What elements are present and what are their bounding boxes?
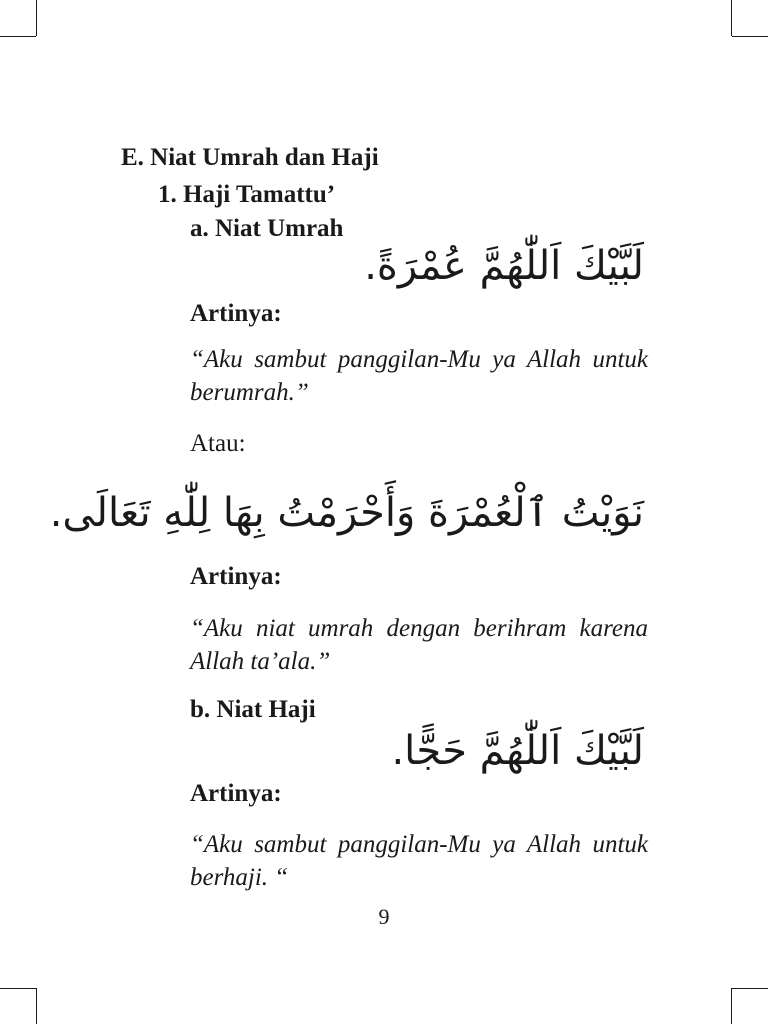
translation-haji: “Aku sambut panggilan-Mu ya Allah untuk berhaji. “ bbox=[190, 831, 648, 891]
artinya-label-3: Artinya: bbox=[190, 780, 282, 807]
artinya-label-1: Artinya: bbox=[190, 300, 282, 327]
crop-mark-bottom-left-v bbox=[36, 988, 37, 1024]
crop-mark-bottom-right-h bbox=[732, 988, 768, 989]
arabic-niat-umrah-1: لَبَّيْكَ اَللّٰهُمَّ عُمْرَةً. bbox=[364, 243, 644, 289]
translation-umrah-2: “Aku niat umrah dengan berihram karena Allah ta’ala.” bbox=[190, 615, 648, 675]
crop-mark-top-left-h bbox=[0, 36, 36, 37]
section-heading: E. Niat Umrah dan Haji bbox=[121, 144, 379, 171]
artinya-label-2: Artinya: bbox=[190, 563, 282, 590]
atau-label: Atau: bbox=[190, 430, 246, 457]
niat-haji-heading: b. Niat Haji bbox=[190, 696, 316, 723]
crop-mark-top-left-v bbox=[36, 0, 37, 36]
crop-mark-bottom-left-h bbox=[0, 988, 36, 989]
crop-mark-bottom-right-v bbox=[731, 988, 732, 1024]
page-number: 9 bbox=[378, 904, 390, 929]
crop-mark-top-right-v bbox=[731, 0, 732, 36]
crop-mark-top-right-h bbox=[732, 36, 768, 37]
translation-umrah-1: “Aku sambut panggilan-Mu ya Allah untuk berumrah.” bbox=[190, 346, 648, 406]
subsection-heading: 1. Haji Tamattu’ bbox=[158, 181, 336, 208]
niat-umrah-heading: a. Niat Umrah bbox=[190, 215, 344, 242]
arabic-niat-haji: لَبَّيْكَ اَللّٰهُمَّ حَجًّا. bbox=[391, 728, 644, 774]
arabic-niat-umrah-2: نَوَيْتُ ٱلْعُمْرَةَ وَأَحْرَمْتُ بِهَا لِلّٰهِ تَعَالَى. bbox=[49, 490, 644, 536]
